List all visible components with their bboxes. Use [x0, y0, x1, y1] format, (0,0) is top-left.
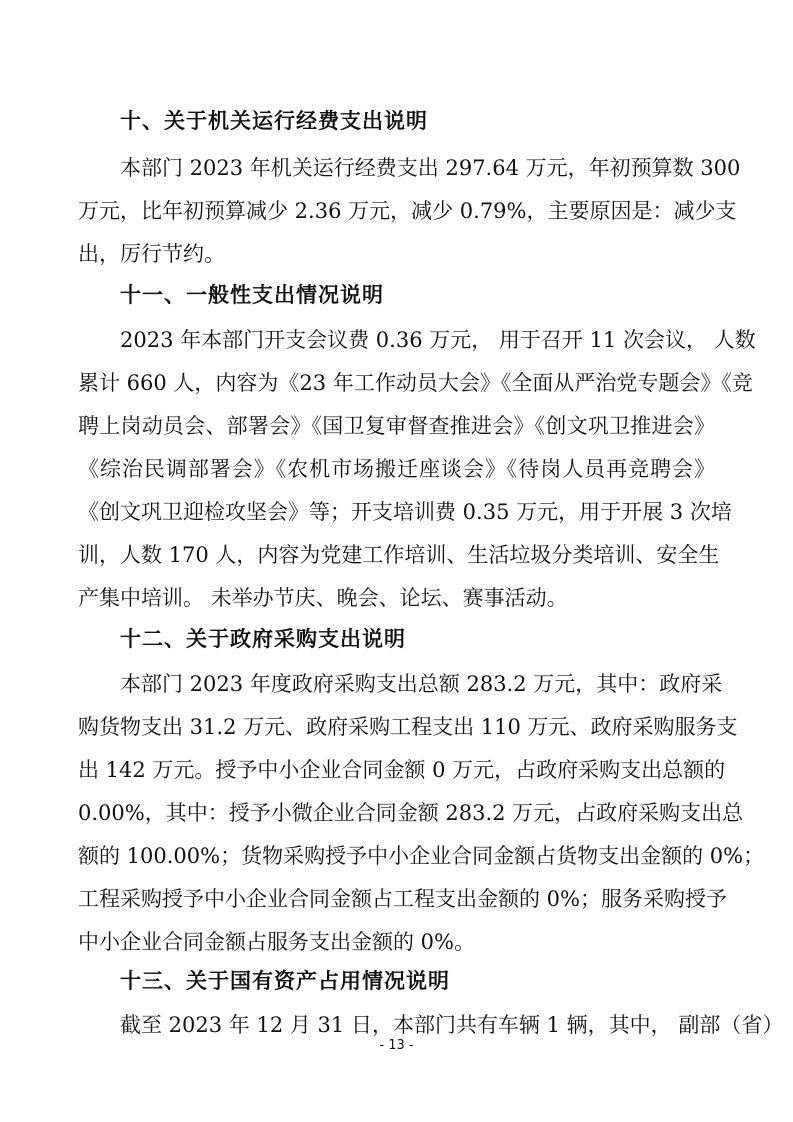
section-12-heading: 十二、关于政府采购支出说明	[120, 627, 406, 651]
section-11-line-7: 产集中培训。 未举办节庆、晚会、论坛、赛事活动。	[78, 586, 568, 610]
section-11-line-1: 2023 年本部门开支会议费 0.36 万元， 用于召开 11 次会议， 人数	[120, 328, 756, 352]
section-11-line-2: 累计 660 人，内容为《23 年工作动员大会》《全面从严治党专题会》《竞	[78, 371, 753, 395]
section-13-line-1: 截至 2023 年 12 月 31 日，本部门共有车辆 1 辆，其中， 副部（省）	[120, 1013, 784, 1037]
section-13-heading: 十三、关于国有资产占用情况说明	[120, 969, 450, 993]
section-12-line-3: 出 142 万元。授予中小企业合同金额 0 万元，占政府采购支出总额的	[78, 758, 726, 782]
section-10-line-1: 本部门 2023 年机关运行经费支出 297.64 万元，年初预算数 300	[120, 156, 741, 180]
section-12-line-6: 工程采购授予中小企业合同金额占工程支出金额的 0%；服务采购授予	[78, 887, 727, 911]
page-number: - 13 -	[379, 1038, 414, 1053]
section-10-heading: 十、关于机关运行经费支出说明	[120, 109, 428, 133]
section-11-line-5: 《创文巩卫迎检攻坚会》等；开支培训费 0.35 万元，用于开展 3 次培	[78, 500, 732, 524]
section-12-line-1: 本部门 2023 年度政府采购支出总额 283.2 万元，其中：政府采	[120, 672, 723, 696]
section-11-line-3: 聘上岗动员会、部署会》《国卫复审督查推进会》《创文巩卫推进会》	[78, 414, 715, 438]
section-12-line-5: 额的 100.00%；货物采购授予中小企业合同金额占货物支出金额的 0%；	[78, 844, 765, 868]
section-10-line-2: 万元，比年初预算减少 2.36 万元，减少 0.79%，主要原因是：减少支	[78, 199, 737, 223]
section-12-line-4: 0.00%，其中：授予小微企业合同金额 283.2 万元，占政府采购支出总	[78, 801, 744, 825]
section-12-line-2: 购货物支出 31.2 万元、政府采购工程支出 110 万元、政府采购服务支	[78, 715, 738, 739]
section-10-line-3: 出，厉行节约。	[78, 242, 225, 266]
section-12-line-7: 中小企业合同金额占服务支出金额的 0%。	[78, 930, 475, 954]
section-11-heading: 十一、一般性支出情况说明	[120, 283, 384, 307]
section-11-line-4: 《综治民调部署会》《农机市场搬迁座谈会》《待岗人员再竞聘会》	[78, 457, 715, 481]
section-11-line-6: 训，人数 170 人，内容为党建工作培训、生活垃圾分类培训、安全生	[78, 543, 720, 567]
